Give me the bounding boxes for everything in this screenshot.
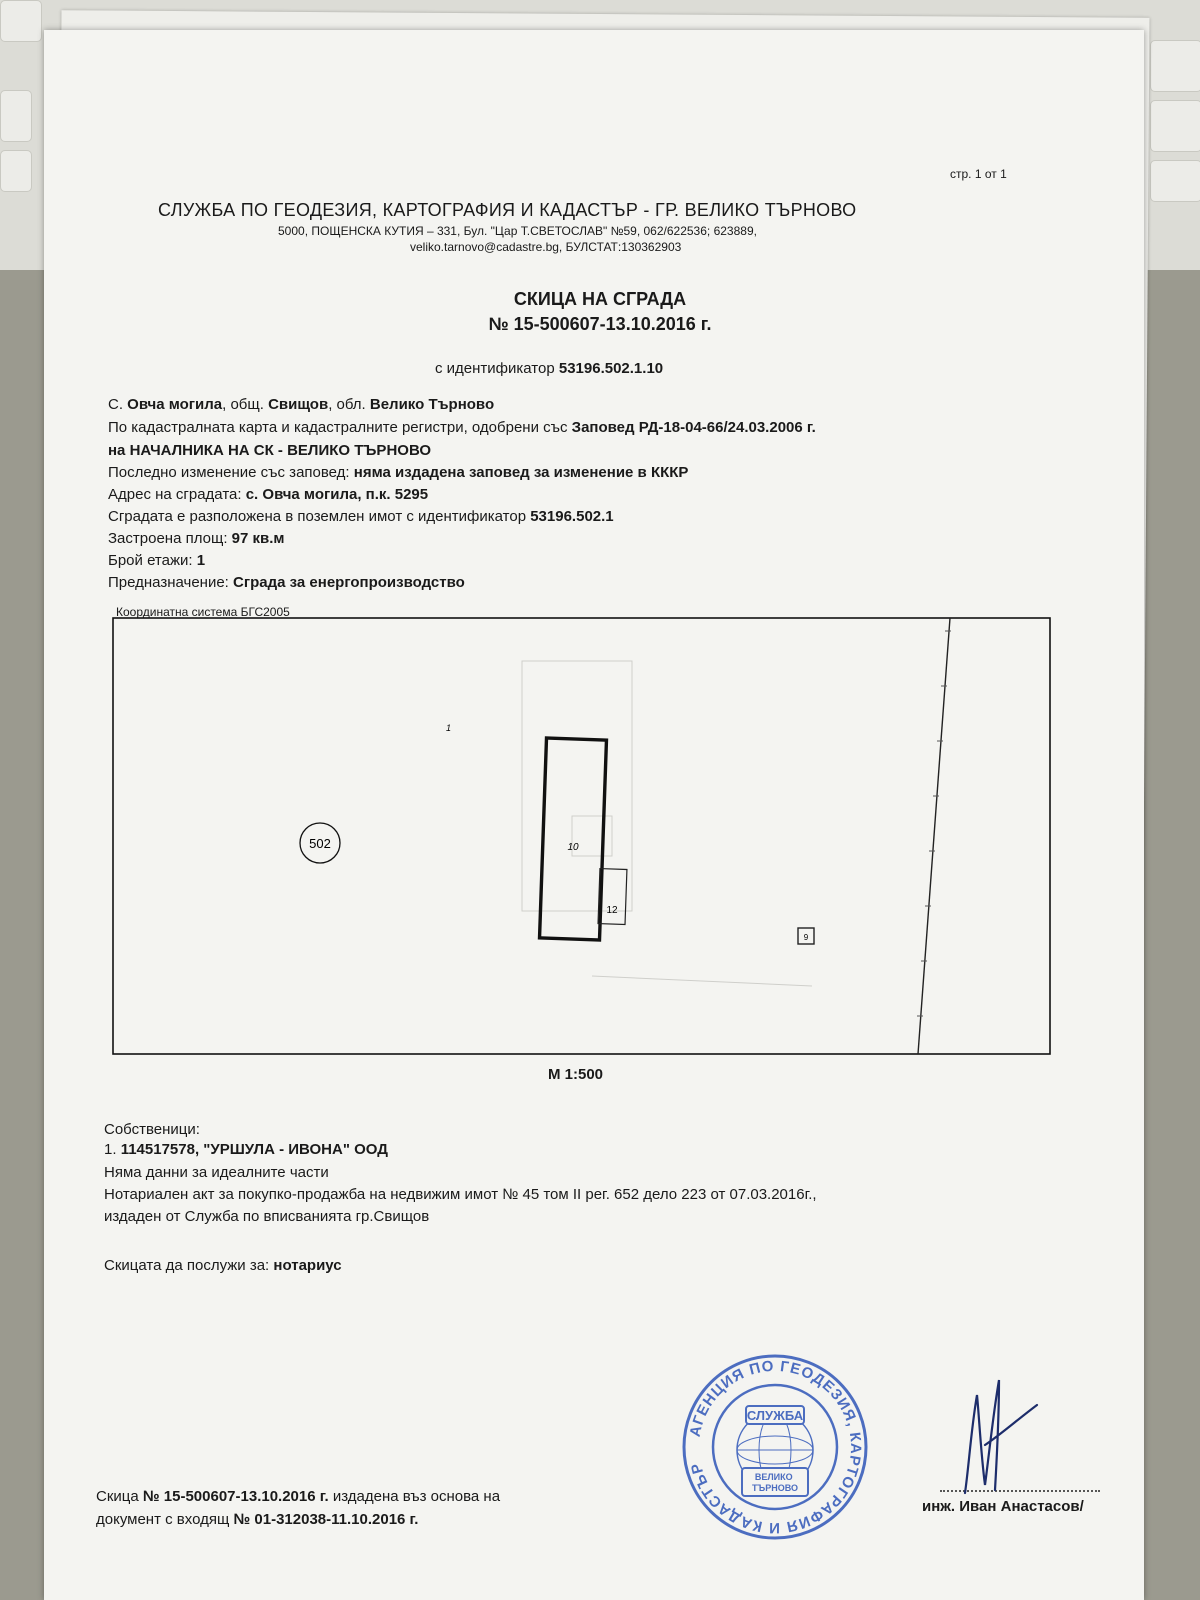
building-purpose-value: Сграда за енергопроизводство [233, 574, 465, 591]
footer-line-1 [96, 1488, 500, 1505]
municipality-label: , общ. [222, 396, 264, 413]
plot-label: Сградата е разположена в поземлен имот с идентификатор [108, 508, 527, 525]
last-change-value: няма издадена заповед за изменение в КККР [353, 464, 689, 481]
cadastral-map [112, 616, 1052, 1056]
plot-line [108, 508, 614, 525]
deed-line-2: издаден от Служба по вписванията гр.Свищов [104, 1208, 430, 1225]
coordinate-system-label: Координатна система БГС2005 [116, 605, 290, 619]
sketch-purpose [104, 1257, 342, 1274]
seal-city-line-1: ВЕЛИКО [754, 1472, 793, 1482]
building-annex-number: 12 [606, 905, 618, 916]
building-main [540, 738, 607, 940]
area-line [108, 530, 285, 547]
floors-line [108, 552, 205, 569]
keyboard-key [1150, 160, 1200, 202]
owners-heading: Собственици: [104, 1121, 200, 1138]
building-main-number: 10 [567, 842, 579, 853]
owner-number: 1. [104, 1141, 117, 1158]
floors-value: 1 [196, 552, 206, 569]
identifier-label: с идентификатор [435, 360, 555, 377]
footer-sketch-number: № 15-500607-13.10.2016 г. [142, 1488, 329, 1505]
authority-name: на НАЧАЛНИКА НА СК - ВЕЛИКО ТЪРНОВО [108, 442, 432, 459]
floors-label: Брой етажи: [108, 552, 193, 569]
footer-document-label: документ с входящ [96, 1511, 230, 1528]
village-name: Овча могила [127, 396, 223, 413]
approval-label: По кадастралната карта и кадастралните регистри, одобрени със [108, 419, 568, 436]
seal-ring-text: АГЕНЦИЯ ПО ГЕОДЕЗИЯ, КАРТОГРАФИЯ И КАДАСТЪР [686, 1357, 865, 1537]
building-address-label: Адрес на сградата: [108, 486, 242, 503]
area-label: Застроена площ: [108, 530, 228, 547]
sketch-purpose-value: нотариус [273, 1257, 342, 1274]
organization-name: СЛУЖБА ПО ГЕОДЕЗИЯ, КАРТОГРАФИЯ И КАДАСТЪР - ГР. ВЕЛИКО ТЪРНОВО [158, 200, 857, 220]
municipality-name: Свищов [268, 396, 329, 413]
purpose-line [108, 574, 465, 591]
signatory-name: инж. Иван Анастасов/ [922, 1498, 1084, 1515]
building-identifier [435, 360, 663, 377]
seal-center-bottom [752, 1472, 798, 1493]
last-change-line [108, 464, 688, 481]
plot-number: 1 [446, 723, 452, 733]
keyboard-key [1150, 40, 1200, 92]
official-seal [680, 1352, 870, 1542]
map-frame [113, 618, 1050, 1054]
footer-issued-label: издадена въз основа на [332, 1488, 501, 1505]
footer-sketch-label: Скица [96, 1488, 139, 1505]
plot-boundary-line [918, 618, 950, 1054]
map-scale: М 1:500 [548, 1066, 604, 1083]
organization-contacts: veliko.tarnovo@cadastre.bg, БУЛСТАТ:130362903 [410, 240, 682, 254]
region-label: , обл. [328, 396, 366, 413]
identifier-value: 53196.502.1.10 [558, 360, 664, 377]
owner-shares: Няма данни за идеалните части [104, 1164, 329, 1181]
keyboard-key [1150, 100, 1200, 152]
area-value: 97 кв.м [231, 530, 285, 547]
seal-city-line-2: ТЪРНОВО [751, 1483, 799, 1493]
footer-document-number: № 01-312038-11.10.2016 г. [233, 1511, 419, 1528]
sketch-purpose-label: Скицата да послужи за: [104, 1257, 270, 1274]
keyboard-key [0, 0, 42, 42]
page-number: стр. 1 от 1 [950, 167, 1007, 181]
approval-order: Заповед РД-18-04-66/24.03.2006 г. [571, 419, 816, 436]
document-title: СКИЦА НА СГРАДА [513, 289, 687, 309]
owner-entry [104, 1141, 388, 1158]
keyboard-key [0, 90, 32, 142]
deed-line-1: Нотариален акт за покупко-продажба на недвижим имот № 45 том II рег. 652 дело 223 от 07.03.2016г., [104, 1186, 817, 1203]
last-change-label: Последно изменение със заповед: [108, 464, 350, 481]
plot-identifier: 53196.502.1 [530, 508, 614, 525]
document-number: № 15-500607-13.10.2016 г. [488, 314, 712, 334]
location-line [108, 396, 494, 413]
approval-line [108, 419, 816, 436]
building-address-line [108, 486, 428, 503]
owner-name: 114517578, "УРШУЛА - ИВОНА" ООД [120, 1141, 388, 1158]
handwritten-signature [955, 1375, 1045, 1500]
authority-line [108, 442, 431, 459]
location-prefix: С. [108, 396, 123, 413]
organization-address: 5000, ПОЩЕНСКА КУТИЯ – 331, Бул. "Цар Т.СВЕТОСЛАВ" №59, 062/622536; 623889, [278, 224, 757, 238]
block-number: 502 [309, 836, 331, 851]
seal-center-top: СЛУЖБА [746, 1408, 804, 1423]
building-purpose-label: Предназначение: [108, 574, 229, 591]
keyboard-key [0, 150, 32, 192]
building-address-value: с. Овча могила, п.к. 5295 [245, 486, 429, 503]
footer-line-2 [96, 1511, 418, 1528]
building-small-number: 9 [803, 933, 809, 942]
region-name: Велико Търново [369, 396, 495, 413]
